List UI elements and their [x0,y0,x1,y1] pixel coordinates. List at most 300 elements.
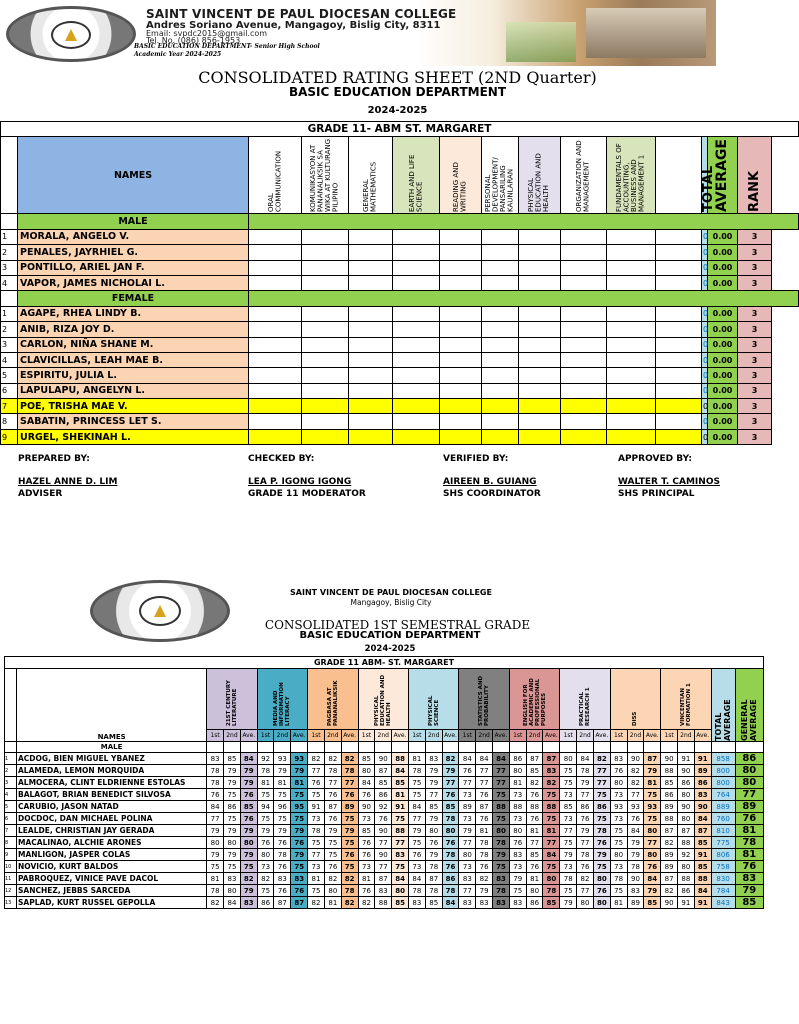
grade-cell[interactable] [440,429,482,444]
grade-cell[interactable] [519,337,561,352]
grade-cell: 80 [560,753,577,765]
grade-cell[interactable] [482,337,519,352]
grade-cell: 75 [291,813,308,825]
grade-cell: 76 [476,789,493,801]
signatory-title: SHS PRINCIPAL [618,489,695,499]
grade-cell[interactable] [249,306,302,321]
grade-cell: 83 [425,753,442,765]
student-row [1,229,799,244]
grade-cell[interactable] [249,383,302,398]
grade-cell: 77 [308,765,325,777]
grade-cell[interactable] [607,322,656,337]
grade-cell: 79 [207,849,224,861]
grade-cell: 84 [543,849,560,861]
grade-cell: 73 [509,861,526,873]
grade-cell[interactable] [482,383,519,398]
rank-cell: 3 [738,275,772,290]
grade-cell: 76 [509,837,526,849]
grade-cell[interactable] [349,322,393,337]
grade-cell: 80 [240,837,257,849]
grade-cell[interactable] [440,383,482,398]
grade-cell[interactable] [393,229,440,244]
grade-cell[interactable] [249,368,302,383]
grade-cell[interactable] [607,368,656,383]
grade-cell[interactable] [519,368,561,383]
grade-cell: 73 [560,861,577,873]
grade-cell: 76 [274,837,291,849]
grade-cell[interactable] [519,322,561,337]
grade-cell[interactable] [607,429,656,444]
grade-cell: 83 [476,897,493,909]
general-average-cell: 89 [735,801,763,813]
grade-cell: 81 [308,873,325,885]
grade-cell: 75 [392,813,409,825]
grade-cell: 79 [509,873,526,885]
grade-cell[interactable] [482,260,519,275]
grade-cell[interactable] [519,245,561,260]
grade-cell[interactable] [249,414,302,429]
total-average-cell: 758 [711,861,735,873]
grade-cell: 75 [560,777,577,789]
average-cell: 0.00 [708,414,738,429]
grade-cell: 78 [207,765,224,777]
grade-cell[interactable] [561,229,607,244]
grade-cell: 75 [408,777,425,789]
grade-cell: 88 [493,801,510,813]
grade-cell: 80 [526,885,543,897]
subject-header [459,668,509,729]
grade-cell[interactable] [440,337,482,352]
grade-cell: 82 [341,753,358,765]
grade-cell: 86 [257,897,274,909]
grade-cell[interactable] [349,260,393,275]
student-name: URGEL, SHEKINAH L. [18,429,249,444]
student-row [1,352,799,367]
grade-cell: 78 [543,885,560,897]
student-name: CARUBIO, JASON NATAD [17,801,207,813]
grade-cell[interactable] [607,337,656,352]
general-average-cell: 80 [735,765,763,777]
grade-cell[interactable] [607,245,656,260]
grade-cell: 78 [476,837,493,849]
grade-cell: 84 [694,885,711,897]
grade-cell[interactable] [519,429,561,444]
rank-cell: 3 [738,245,772,260]
grade-cell[interactable] [519,414,561,429]
grade-cell[interactable] [607,306,656,321]
grade-cell: 73 [459,861,476,873]
subject-label: PHYSICAL SCIENCE [427,695,440,726]
grade-cell[interactable] [519,352,561,367]
grade-cell: 77 [392,837,409,849]
grade-cell: 86 [677,885,694,897]
grade-cell[interactable] [440,399,482,414]
grade-cell[interactable] [440,414,482,429]
grade-cell: 85 [375,777,392,789]
student-name: MANLIGON, JASPER COLAS [17,849,207,861]
grade-cell: 80 [392,885,409,897]
grade-cell[interactable] [440,275,482,290]
grade-cell[interactable] [440,260,482,275]
grade-cell[interactable] [607,260,656,275]
grade-cell: 83 [375,885,392,897]
general-average-cell: 86 [735,753,763,765]
grade-cell[interactable] [349,245,393,260]
grade-cell[interactable] [561,429,607,444]
grade-cell: 73 [257,861,274,873]
grade-cell[interactable] [302,306,349,321]
grade-cell: 80 [425,825,442,837]
subject-header [440,137,482,214]
grade-cell[interactable] [561,368,607,383]
grade-cell[interactable] [440,245,482,260]
total-header: TOTAL [701,166,716,213]
grade-cell[interactable] [349,368,393,383]
grade-cell[interactable] [482,322,519,337]
grade-cell[interactable] [349,275,393,290]
grade-cell: 75 [308,885,325,897]
student-name: AGAPE, RHEA LINDY B. [18,306,249,321]
term-header: Ave. [593,729,610,741]
student-row [5,849,764,861]
grade-cell[interactable] [349,337,393,352]
grade-cell: 80 [358,765,375,777]
grade-cell: 79 [627,837,644,849]
rank-header: RANK [746,171,762,213]
student-row [1,399,799,414]
student-row [1,414,799,429]
grade-cell[interactable] [249,399,302,414]
grade-cell[interactable] [607,414,656,429]
subject-label: ORAL COMMUNICATION [266,151,282,213]
grade-cell[interactable] [482,368,519,383]
grade-cell[interactable] [561,275,607,290]
grade-cell[interactable] [607,383,656,398]
grade-cell[interactable] [561,352,607,367]
grade-cell: 79 [274,825,291,837]
row-number: 8 [1,414,18,429]
grade-cell[interactable] [482,245,519,260]
grade-cell[interactable] [393,322,440,337]
grade-cell[interactable] [607,275,656,290]
grade-cell: 93 [627,801,644,813]
grade-cell: 85 [442,801,459,813]
grade-cell: 73 [509,813,526,825]
grade-cell[interactable] [393,306,440,321]
grade-cell[interactable] [349,429,393,444]
subject-label: READING AND WRITING [452,162,468,213]
grade-cell[interactable] [249,429,302,444]
grade-cell: 79 [291,849,308,861]
grade-cell: 79 [425,813,442,825]
grade-cell[interactable] [561,399,607,414]
grade-cell[interactable] [302,429,349,444]
grade-cell: 80 [224,885,241,897]
general-average-cell: 76 [735,813,763,825]
grade-cell[interactable] [561,245,607,260]
grade-cell[interactable] [249,352,302,367]
grade-cell: 76 [240,813,257,825]
grade-cell[interactable] [561,383,607,398]
grade-cell: 88 [543,801,560,813]
term-header: 2nd [224,729,241,741]
grade-cell[interactable] [393,414,440,429]
grade-cell: 76 [358,837,375,849]
grade-cell: 84 [493,753,510,765]
grade-cell: 76 [459,765,476,777]
grade-cell[interactable] [249,229,302,244]
grade-cell: 76 [526,813,543,825]
grade-cell[interactable] [440,322,482,337]
row-number: 4 [1,352,18,367]
subject-header [610,668,660,729]
grade-cell[interactable] [440,352,482,367]
grade-cell: 80 [593,897,610,909]
grade-cell: 75 [644,789,661,801]
term-header: 2nd [627,729,644,741]
grade-cell[interactable] [349,306,393,321]
grade-cell[interactable] [393,245,440,260]
grade-cell: 78 [341,885,358,897]
total-average-cell: 764 [711,789,735,801]
signatory-role: VERIFIED BY: [443,454,509,464]
grade-cell[interactable] [561,260,607,275]
grade-cell[interactable] [482,275,519,290]
grade-cell[interactable] [302,337,349,352]
grade-cell[interactable] [482,399,519,414]
grade-cell[interactable] [482,352,519,367]
term-header: 1st [207,729,224,741]
grade-cell[interactable] [440,229,482,244]
grade-cell: 81 [526,825,543,837]
grade-cell[interactable] [519,306,561,321]
grade-cell: 78 [425,885,442,897]
grade-cell[interactable] [393,429,440,444]
grade-cell: 77 [459,777,476,789]
term-header: 1st [661,729,678,741]
grade-cell[interactable] [561,306,607,321]
grade-cell: 86 [224,801,241,813]
grade-cell: 81 [392,789,409,801]
student-name: LAPULAPU, ANGELYN L. [18,383,249,398]
grade-cell[interactable] [607,399,656,414]
subject-label: 21ST CENTURY LITERATURE [225,679,238,726]
grade-cell[interactable] [482,429,519,444]
grade-cell: 85 [392,777,409,789]
grade-cell: 79 [577,825,594,837]
grade-cell[interactable] [393,383,440,398]
grade-cell: 76 [442,861,459,873]
row-number: 6 [1,383,18,398]
grade-cell: 87 [644,753,661,765]
grade-cell: 76 [593,885,610,897]
grade-cell[interactable] [519,399,561,414]
term-header: Ave. [392,729,409,741]
grade-cell: 73 [560,789,577,801]
grade-cell: 75 [560,885,577,897]
grade-cell[interactable] [302,322,349,337]
grade-cell[interactable] [302,383,349,398]
student-row [1,429,799,444]
student-row [5,837,764,849]
grade-cell: 75 [610,825,627,837]
grade-cell[interactable] [607,229,656,244]
grade-cell: 79 [240,777,257,789]
row-number: 4 [5,789,17,801]
grade-cell[interactable] [482,414,519,429]
grade-cell[interactable] [393,260,440,275]
grade-cell: 81 [644,777,661,789]
grade-cell[interactable] [302,352,349,367]
student-name: SAPLAD, KURT RUSSEL GEPOLLA [17,897,207,909]
grade-cell[interactable] [519,229,561,244]
grade-cell[interactable] [302,260,349,275]
grade-cell: 89 [661,849,678,861]
grade-cell[interactable] [482,229,519,244]
grade-cell[interactable] [393,368,440,383]
grade-cell[interactable] [561,337,607,352]
grade-cell: 90 [661,897,678,909]
grade-cell[interactable] [519,383,561,398]
grade-cell: 79 [644,765,661,777]
grade-cell: 87 [375,765,392,777]
grade-cell: 89 [661,861,678,873]
grade-cell[interactable] [561,322,607,337]
grade-cell[interactable] [302,229,349,244]
grade-cell: 75 [324,849,341,861]
grade-cell: 80 [610,849,627,861]
grade-cell: 86 [509,753,526,765]
grade-cell: 83 [392,849,409,861]
sheet1-title: CONSOLIDATED RATING SHEET (2ND Quarter) [198,68,597,87]
row-number: 2 [1,322,18,337]
grade-cell[interactable] [393,352,440,367]
grade-cell[interactable] [519,275,561,290]
grade-cell: 82 [207,897,224,909]
average-cell: 0.00 [708,429,738,444]
grade-cell[interactable] [249,245,302,260]
grade-cell[interactable] [249,322,302,337]
grade-cell[interactable] [440,306,482,321]
grade-cell[interactable] [302,368,349,383]
grade-cell: 82 [358,897,375,909]
grade-cell: 79 [408,825,425,837]
grade-cell: 88 [661,765,678,777]
student-name: ANIB, RIZA JOY D. [18,322,249,337]
term-header: Ave. [442,729,459,741]
grade-cell: 85 [526,765,543,777]
grade-cell: 89 [694,765,711,777]
grade-cell[interactable] [349,229,393,244]
grade-cell[interactable] [302,399,349,414]
total-cell: 0 [702,337,708,352]
grade-cell: 75 [560,837,577,849]
grade-cell[interactable] [349,399,393,414]
grade-cell: 79 [240,765,257,777]
grade-cell[interactable] [249,337,302,352]
student-row [5,789,764,801]
grade-cell[interactable] [440,368,482,383]
grade-cell: 85 [560,801,577,813]
grade-cell: 79 [207,825,224,837]
subject-label: FUNDAMENTALS OF ACCOUNTING, BUSINESS AND MANAGEMENT 1 [615,143,646,213]
grade-cell: 85 [358,825,375,837]
subject-header [560,668,610,729]
grade-cell: 75 [324,837,341,849]
grade-cell: 79 [593,849,610,861]
term-header: 1st [560,729,577,741]
grade-cell: 91 [677,753,694,765]
grade-cell[interactable] [302,414,349,429]
average-cell: 0.00 [708,368,738,383]
grade-cell: 73 [560,813,577,825]
student-row [1,383,799,398]
subject-label: STATISTICS AND PROBABILITY [478,675,491,726]
sheet2-department: BASIC EDUCATION DEPARTMENT [299,630,481,641]
signatory-name: HAZEL ANNE D. LIM [18,477,118,487]
grade-cell: 83 [493,873,510,885]
grade-cell: 87 [476,801,493,813]
grade-cell: 73 [509,789,526,801]
general-average-cell: 78 [735,837,763,849]
grade-cell: 75 [543,813,560,825]
grade-cell[interactable] [302,275,349,290]
grade-cell: 75 [593,789,610,801]
college-tel: Tel. No. (086) 856-1953 [146,36,241,45]
grade-cell: 75 [274,789,291,801]
grade-cell: 84 [644,873,661,885]
grade-cell: 83 [627,885,644,897]
grade-cell: 83 [224,873,241,885]
grade-cell: 85 [392,897,409,909]
grade-cell: 77 [324,777,341,789]
grade-cell[interactable] [349,352,393,367]
student-name: PONTILLO, ARIEL JAN F. [18,260,249,275]
grade-cell[interactable] [393,399,440,414]
subject-label: PHYSICAL EDUCATION AND HEALTH [527,153,551,213]
total-average-cell: 830 [711,873,735,885]
subject-header [607,137,656,214]
grade-cell[interactable] [482,306,519,321]
student-row [1,260,799,275]
grade-cell[interactable] [349,414,393,429]
grade-cell: 83 [291,873,308,885]
grade-cell[interactable] [607,352,656,367]
grade-cell: 90 [375,753,392,765]
row-number: 5 [1,368,18,383]
grade-cell[interactable] [249,275,302,290]
subject-header [358,668,408,729]
grade-cell: 82 [661,885,678,897]
grade-cell[interactable] [249,260,302,275]
grade-cell[interactable] [349,383,393,398]
grade-cell[interactable] [393,275,440,290]
grade-cell: 75 [257,885,274,897]
grade-cell: 83 [493,897,510,909]
average-cell: 0.00 [708,245,738,260]
grade-cell[interactable] [302,245,349,260]
grade-cell[interactable] [393,337,440,352]
general-average-cell: 76 [735,861,763,873]
grade-cell[interactable] [561,414,607,429]
grade-cell: 78 [476,849,493,861]
grade-cell: 79 [577,777,594,789]
grade-cell: 81 [509,777,526,789]
grade-cell: 85 [661,777,678,789]
term-header: Ave. [240,729,257,741]
grade-cell[interactable] [519,260,561,275]
grade-cell: 78 [627,861,644,873]
